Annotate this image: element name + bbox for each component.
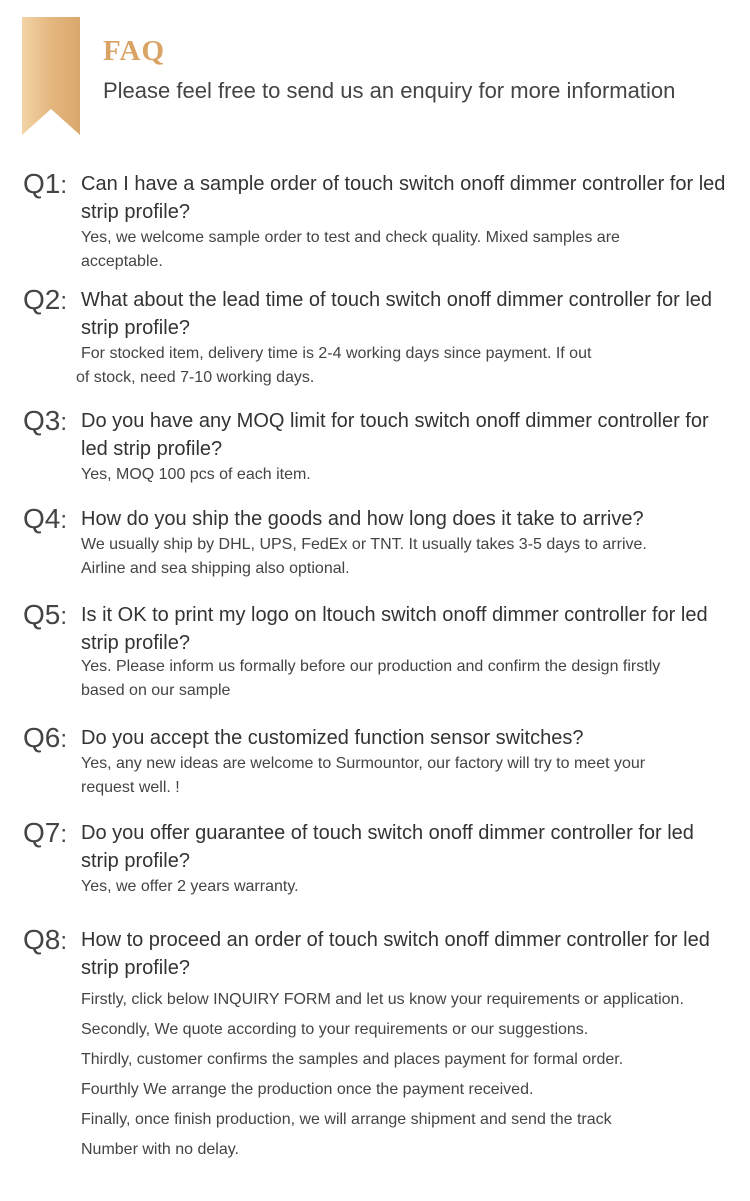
order-steps-list bbox=[81, 985, 684, 1165]
faq-subtitle: Please feel free to send us an enquiry for more information bbox=[103, 78, 676, 103]
list-item: Number with no delay. bbox=[81, 1141, 239, 1158]
question-number: Q8: bbox=[23, 924, 68, 955]
list-item: Fourthly We arrange the production once the payment received. bbox=[81, 1081, 534, 1098]
question-number: Q3: bbox=[23, 405, 68, 436]
question-text: How to proceed an order of touch switch onoff dimmer controller for led strip profile? bbox=[81, 929, 710, 979]
question-number: Q6: bbox=[23, 722, 68, 753]
question-number: Q1: bbox=[23, 168, 68, 199]
answer-text: Yes, any new ideas are welcome to Surmountor, our factory will try to meet your request well. ! bbox=[81, 755, 646, 796]
question-number: Q5: bbox=[23, 599, 68, 630]
answer-text: Yes, MOQ 100 pcs of each item. bbox=[81, 466, 311, 483]
question-text: Do you offer guarantee of touch switch onoff dimmer controller for led strip profile? bbox=[81, 822, 694, 872]
question-text: Do you have any MOQ limit for touch switch onoff dimmer controller for led strip profile? bbox=[81, 410, 709, 460]
question-number: Q7: bbox=[23, 817, 68, 848]
answer-text: Yes, we offer 2 years warranty. bbox=[81, 878, 299, 895]
list-item: Secondly, We quote according to your requirements or our suggestions. bbox=[81, 1021, 589, 1038]
question-text: Is it OK to print my logo on ltouch switch onoff dimmer controller for led strip profile? bbox=[81, 604, 708, 654]
question-text: Do you accept the customized function sensor switches? bbox=[81, 727, 584, 749]
answer-text-line-1: For stocked item, delivery time is 2-4 working days since payment. If out bbox=[81, 345, 592, 362]
list-item: Finally, once finish production, we will arrange shipment and send the track bbox=[81, 1111, 612, 1128]
answer-text: We usually ship by DHL, UPS, FedEx or TNT. It usually takes 3-5 days to arrive. Airline and sea shipping also optional. bbox=[81, 536, 647, 577]
question-number: Q2: bbox=[23, 284, 68, 315]
answer-text-line-2: of stock, need 7-10 working days. bbox=[76, 369, 315, 386]
question-text: What about the lead time of touch switch onoff dimmer controller for led strip profile? bbox=[81, 289, 713, 339]
question-text: Can I have a sample order of touch switch onoff dimmer controller for led strip profile? bbox=[81, 173, 726, 223]
question-number: Q4: bbox=[23, 503, 68, 534]
list-item: Thirdly, customer confirms the samples and places payment for formal order. bbox=[81, 1051, 624, 1068]
list-item: Firstly, click below INQUIRY FORM and let us know your requirements or application. bbox=[81, 991, 684, 1008]
question-text: How do you ship the goods and how long does it take to arrive? bbox=[81, 508, 644, 530]
answer-text: Yes. Please inform us formally before our production and confirm the design firstly based on our sample bbox=[81, 658, 661, 699]
faq-title: FAQ bbox=[103, 35, 166, 67]
answer-text: Yes, we welcome sample order to test and check quality. Mixed samples are acceptable. bbox=[81, 229, 620, 270]
ribbon-bookmark-icon bbox=[22, 17, 80, 135]
